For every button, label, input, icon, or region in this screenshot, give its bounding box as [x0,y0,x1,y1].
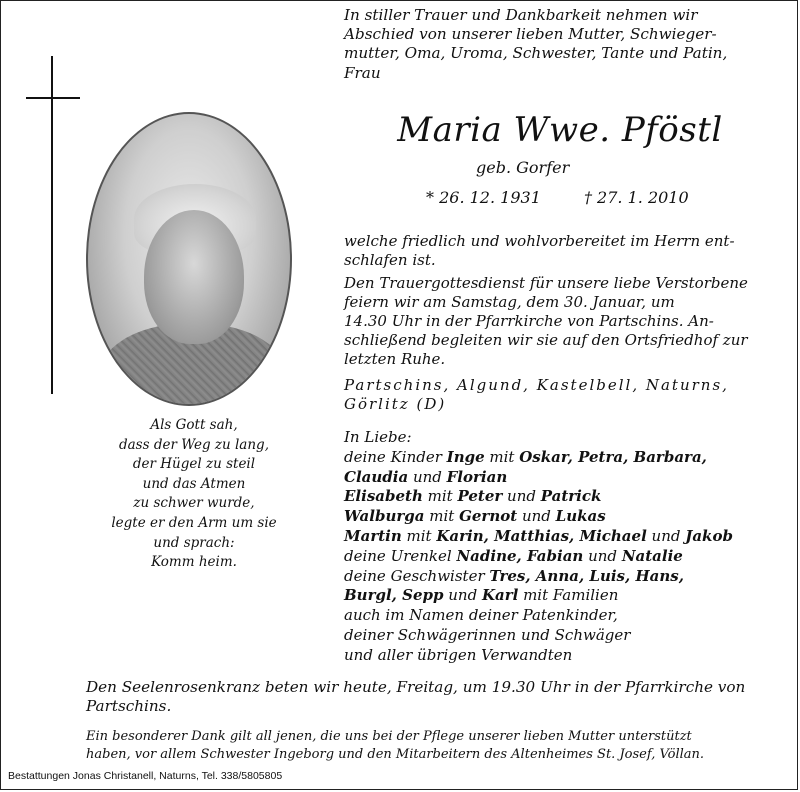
poem-line: und sprach: [153,534,235,551]
intro-line: In stiller Trauer und Dankbarkeit nehmen wir [344,6,698,24]
family-line: deine Urenkel Nadine, Fabian und Natalie [344,546,683,565]
poem-line: Komm heim. [151,554,237,571]
text-line: feiern wir am Samstag, dem 30. Januar, um [344,293,675,311]
family-heading: In Liebe: [344,428,412,446]
text-line: welche friedlich und wohlvorbereitet im Herrn ent- [344,232,735,250]
family-line: deiner Schwägerinnen und Schwäger [344,625,631,644]
poem-line: dass der Weg zu lang, [118,436,269,453]
family-line: Claudia und Florian [344,467,508,486]
family-line: deine Geschwister Tres, Anna, Luis, Hans, [344,566,684,585]
life-dates [426,188,746,207]
portrait-face [144,210,244,344]
intro-line: mutter, Oma, Uroma, Schwester, Tante und Patin, [344,44,728,63]
poem-line: Als Gott sah, [150,417,238,433]
cross-icon [51,56,53,394]
family-line: deine Kinder Inge mit Oskar, Petra, Barbara, [344,447,707,466]
cross-icon-bar [26,97,80,99]
rosary-announcement [86,678,776,717]
birth-date: * 26. 12. 1931 [426,188,541,207]
rosary-line: Partschins. [86,697,172,716]
intro-line: Frau [344,63,381,82]
thanks-line: Ein besonderer Dank gilt all jenen, die uns bei der Pflege unserer lieben Mutter unterstützt [86,729,692,744]
places-line: Partschins, Algund, Kastelbell, Naturns, [344,376,729,394]
family-line: auch im Namen deiner Patenkinder, [344,606,618,625]
family-line: Walburga mit Gernot und Lukas [344,507,606,526]
maiden-name: geb. Gorfer [476,158,570,177]
death-date: † 27. 1. 2010 [583,188,689,207]
text-line: letzten Ruhe. [344,350,446,368]
family-line: und aller übrigen Verwandten [344,645,573,664]
funeral-service-text [344,274,768,369]
memorial-poem [96,416,292,573]
poem-line: und das Atmen [142,475,246,492]
poem-line: legte er den Arm um sie [111,514,277,531]
peaceful-death-text [344,232,768,270]
text-line: schlafen ist. [344,251,436,269]
text-line: schließend begleiten wir sie auf den Ortsfriedhof zur [344,331,748,349]
family-line: Elisabeth mit Peter und Patrick [344,487,602,506]
poem-line: zu schwer wurde, [133,495,255,512]
intro-line: Abschied von unserer lieben Mutter, Schwieger- [344,25,717,44]
poem-line: der Hügel zu steil [132,456,256,473]
portrait-photo [86,112,292,406]
deceased-name: Maria Wwe. Pföstl [397,110,723,150]
intro-text [344,6,770,83]
places-list [344,376,768,414]
places-line: Görlitz (D) [344,395,447,413]
thanks-line: haben, vor allem Schwester Ingeborg und den Mitarbeitern des Altenheimes St. Josef, Völlan. [86,747,705,762]
family-line: Burgl, Sepp und Karl mit Familien [344,586,619,605]
text-line: 14.30 Uhr in der Pfarrkirche von Partschins. An- [344,312,714,330]
family-list [344,428,784,666]
text-line: Den Trauergottesdienst für unsere liebe Verstorbene [344,274,748,292]
rosary-line: Den Seelenrosenkranz beten wir heute, Freitag, um 19.30 Uhr in der Pfarrkirche von [86,678,746,696]
family-line: Martin mit Karin, Matthias, Michael und Jakob [344,526,733,545]
undertaker-credit: Bestattungen Jonas Christanell, Naturns, Tel. 338/5805805 [8,770,283,782]
thanks-note [86,728,776,764]
